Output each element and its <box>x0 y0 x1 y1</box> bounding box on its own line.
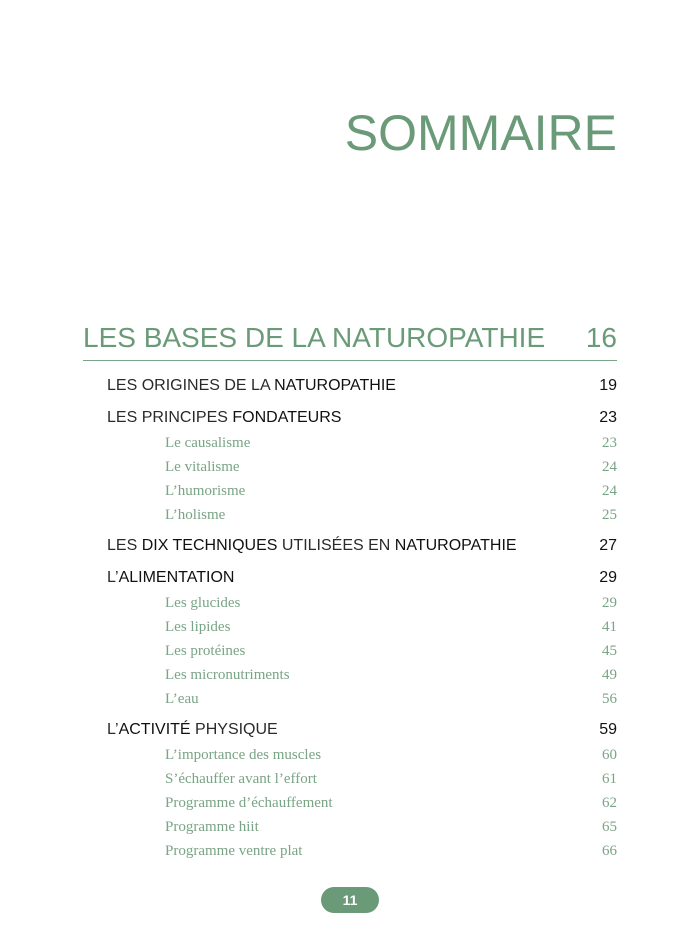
toc-subsection-label: Les protéines <box>165 643 246 659</box>
toc-chapter-page: 59 <box>599 721 617 738</box>
toc-subsection-label: Les lipides <box>165 619 231 635</box>
page-number-badge: 11 <box>321 887 379 913</box>
toc-chapter-text: L’ <box>107 721 119 738</box>
toc-subsection[interactable] <box>107 591 617 615</box>
toc-subsection-page: 25 <box>602 507 617 523</box>
toc-chapter-text: LES ORIGINES DE LA <box>107 377 275 394</box>
toc-subsection-page: 41 <box>602 619 617 635</box>
toc-chapter-text: L’ <box>107 569 119 586</box>
toc-chapter-page: 19 <box>599 377 617 394</box>
toc-subsection[interactable] <box>107 663 617 687</box>
toc-subsection-label: Programme hiit <box>165 819 259 835</box>
toc-subsection-label: Les micronutriments <box>165 667 290 683</box>
toc-subsection[interactable] <box>107 615 617 639</box>
toc-subsection[interactable] <box>107 431 617 455</box>
toc-chapter-text: PHYSIQUE <box>190 721 278 738</box>
toc-chapter-keyword: ACTIVITÉ <box>118 721 191 738</box>
toc-chapter-label <box>107 717 278 743</box>
toc-chapter-page: 29 <box>599 569 617 586</box>
toc-subsection-label: Programme ventre plat <box>165 843 303 859</box>
toc-subsection[interactable] <box>107 791 617 815</box>
toc-subsection-label: L’importance des muscles <box>165 747 322 763</box>
toc-subsection-page: 66 <box>602 843 617 859</box>
table-of-contents <box>107 373 617 863</box>
toc-chapter[interactable] <box>107 565 617 591</box>
page-title: SOMMAIRE <box>344 105 617 161</box>
toc-subsection[interactable] <box>107 479 617 503</box>
toc-subsection-label: Le causalisme <box>165 435 251 451</box>
toc-chapter-label <box>107 373 396 399</box>
toc-chapter-text: LES <box>107 537 142 554</box>
toc-subsection[interactable] <box>107 455 617 479</box>
toc-subsection-label: L’holisme <box>165 507 226 523</box>
toc-subsection-label: Les glucides <box>165 595 241 611</box>
toc-subsection-page: 45 <box>602 643 617 659</box>
toc-chapter-label <box>107 533 517 559</box>
toc-chapter-keyword: NATUROPATHIE <box>394 537 517 554</box>
toc-subsection[interactable] <box>107 743 617 767</box>
toc-chapter-page: 23 <box>599 409 617 426</box>
toc-subsection-label: Le vitalisme <box>165 459 240 475</box>
toc-subsection-label: L’humorisme <box>165 483 246 499</box>
toc-subsection[interactable] <box>107 503 617 527</box>
toc-subsection-page: 23 <box>602 435 617 451</box>
toc-chapter-keyword: FONDATEURS <box>232 409 342 426</box>
toc-subsection[interactable] <box>107 815 617 839</box>
toc-subsection-page: 24 <box>602 483 617 499</box>
toc-subsection-page: 24 <box>602 459 617 475</box>
toc-subsection-page: 56 <box>602 691 617 707</box>
toc-chapter-text: UTILISÉES EN <box>277 537 395 554</box>
toc-subsection[interactable] <box>107 839 617 863</box>
part-heading <box>83 322 617 361</box>
toc-subsection-label: L’eau <box>165 691 199 707</box>
toc-subsection-label: S’échauffer avant l’effort <box>165 771 317 787</box>
toc-chapter-keyword: ALIMENTATION <box>118 569 235 586</box>
toc-chapter-label <box>107 565 234 591</box>
toc-chapter[interactable] <box>107 373 617 399</box>
toc-chapter-label <box>107 405 341 431</box>
toc-subsection[interactable] <box>107 687 617 711</box>
toc-subsection-page: 62 <box>602 795 617 811</box>
toc-chapter-page: 27 <box>599 537 617 554</box>
toc-subsection[interactable] <box>107 767 617 791</box>
toc-chapter-keyword: NATUROPATHIE <box>274 377 396 394</box>
toc-subsection[interactable] <box>107 639 617 663</box>
toc-chapter[interactable] <box>107 717 617 743</box>
part-page-number: 16 <box>585 322 617 353</box>
toc-subsection-page: 61 <box>602 771 617 787</box>
toc-subsection-page: 29 <box>602 595 617 611</box>
toc-subsection-label: Programme d’échauffement <box>165 795 333 811</box>
toc-chapter[interactable] <box>107 533 617 559</box>
toc-subsection-page: 49 <box>602 667 617 683</box>
toc-subsection-page: 65 <box>602 819 617 835</box>
part-title: LES BASES DE LA NATUROPATHIE <box>83 322 546 353</box>
toc-chapter-keyword: DIX TECHNIQUES <box>141 537 278 554</box>
toc-chapter[interactable] <box>107 405 617 431</box>
toc-subsection-page: 60 <box>602 747 617 763</box>
toc-chapter-text: LES PRINCIPES <box>107 409 233 426</box>
